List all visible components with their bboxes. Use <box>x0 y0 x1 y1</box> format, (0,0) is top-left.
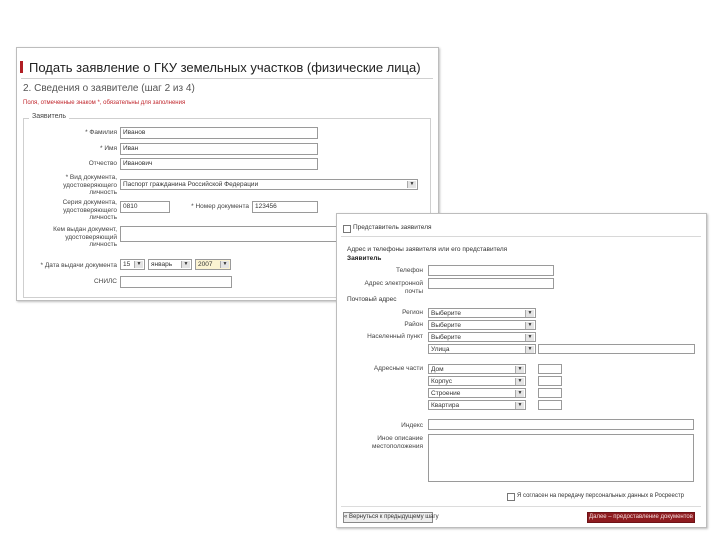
street-select[interactable] <box>428 344 536 354</box>
page-title: Подать заявление о ГКУ земельных участков (физические лица) <box>29 60 421 75</box>
issuer-input[interactable] <box>120 226 350 242</box>
apartment-input[interactable] <box>538 400 562 410</box>
snils-label: СНИЛС <box>93 278 117 285</box>
locality-select[interactable] <box>428 332 536 342</box>
section-divider <box>341 236 701 237</box>
title-accent-bar <box>20 61 23 73</box>
chevron-down-icon: ▼ <box>515 402 524 409</box>
district-label: Район <box>404 321 423 328</box>
snils-input[interactable] <box>120 276 232 288</box>
series-label: Серия документа, удостоверяющего личность <box>62 199 117 221</box>
house-select[interactable] <box>428 364 526 374</box>
representative-checkbox[interactable] <box>343 225 351 233</box>
region-select[interactable] <box>428 308 536 318</box>
apartment-select[interactable] <box>428 400 526 410</box>
footer-divider <box>341 506 701 507</box>
chevron-down-icon: ▼ <box>525 310 534 317</box>
doc-type-select[interactable] <box>120 179 418 190</box>
issuer-label: Кем выдан документ, удостоверяющий личность <box>53 226 117 248</box>
street-value: Улица <box>431 346 450 353</box>
house-input[interactable] <box>538 364 562 374</box>
address-form-window <box>336 213 707 528</box>
back-button[interactable]: « Вернуться к предыдущему шагу <box>343 512 433 523</box>
doc-type-value: Паспорт гражданина Российской Федерации <box>123 181 259 188</box>
email-input[interactable] <box>428 278 554 289</box>
structure-value: Строение <box>431 390 461 397</box>
chevron-down-icon: ▼ <box>515 366 524 373</box>
index-input[interactable] <box>428 419 694 430</box>
required-note: Поля, отмеченные знаком *, обязательны для заполнения <box>23 100 186 106</box>
address-parts-label: Адресные части <box>373 365 423 372</box>
chevron-down-icon: ▼ <box>525 334 534 341</box>
region-label: Регион <box>402 309 423 316</box>
building-select[interactable] <box>428 376 526 386</box>
chevron-down-icon: ▼ <box>134 261 143 268</box>
issue-day-select[interactable] <box>120 259 145 270</box>
chevron-down-icon: ▼ <box>220 261 229 268</box>
issue-year-value: 2007 <box>198 261 213 268</box>
issue-date-label: * Дата выдачи документа <box>40 262 117 269</box>
chevron-down-icon: ▼ <box>515 390 524 397</box>
next-button[interactable]: Далее – предоставление документов <box>587 512 695 523</box>
patronymic-label: Отчество <box>88 160 117 167</box>
index-label: Индекс <box>401 422 423 429</box>
district-value: Выберите <box>431 322 462 329</box>
issue-year-select[interactable] <box>195 259 231 270</box>
issue-day-value: 15 <box>123 261 131 268</box>
building-input[interactable] <box>538 376 562 386</box>
district-select[interactable] <box>428 320 536 330</box>
other-location-textarea[interactable] <box>428 434 694 482</box>
street-input[interactable] <box>538 344 695 354</box>
fieldset-legend: Заявитель <box>29 113 69 120</box>
contacts-heading: Адрес и телефоны заявителя или его представителя <box>347 246 508 253</box>
locality-label: Населенный пункт <box>367 333 423 340</box>
number-label: * Номер документа <box>191 203 249 210</box>
structure-input[interactable] <box>538 388 562 398</box>
consent-checkbox[interactable] <box>507 493 515 501</box>
title-divider <box>21 78 433 79</box>
number-input[interactable]: 123456 <box>252 201 318 213</box>
phone-label: Телефон <box>396 267 423 274</box>
issue-month-value: январь <box>151 261 173 268</box>
patronymic-input[interactable]: Иванович <box>120 158 318 170</box>
chevron-down-icon: ▼ <box>515 378 524 385</box>
step-heading: 2. Сведения о заявителе (шаг 2 из 4) <box>23 83 195 94</box>
representative-label: Представитель заявителя <box>353 224 432 231</box>
name-label: * Имя <box>100 145 117 152</box>
consent-label: Я согласен на передачу персональных данных в Росреестр <box>517 493 684 499</box>
surname-input[interactable]: Иванов <box>120 127 318 139</box>
series-input[interactable]: 0810 <box>120 201 170 213</box>
chevron-down-icon: ▼ <box>525 346 534 353</box>
postal-heading: Почтовый адрес <box>347 296 397 303</box>
region-value: Выберите <box>431 310 462 317</box>
issue-month-select[interactable] <box>148 259 192 270</box>
structure-select[interactable] <box>428 388 526 398</box>
other-location-label: Иное описание местоположения <box>372 435 423 450</box>
chevron-down-icon: ▼ <box>525 322 534 329</box>
email-label: Адрес электронной почты <box>364 280 423 295</box>
house-value: Дом <box>431 366 444 373</box>
name-input[interactable]: Иван <box>120 143 318 155</box>
apartment-value: Квартира <box>431 402 460 409</box>
building-value: Корпус <box>431 378 452 385</box>
chevron-down-icon: ▼ <box>181 261 190 268</box>
surname-label: * Фамилия <box>85 129 117 136</box>
doc-type-label: * Вид документа, удостоверяющего личность <box>63 174 117 196</box>
phone-input[interactable] <box>428 265 554 276</box>
applicant-heading: Заявитель <box>347 255 382 262</box>
chevron-down-icon: ▼ <box>407 181 416 188</box>
locality-value: Выберите <box>431 334 462 341</box>
